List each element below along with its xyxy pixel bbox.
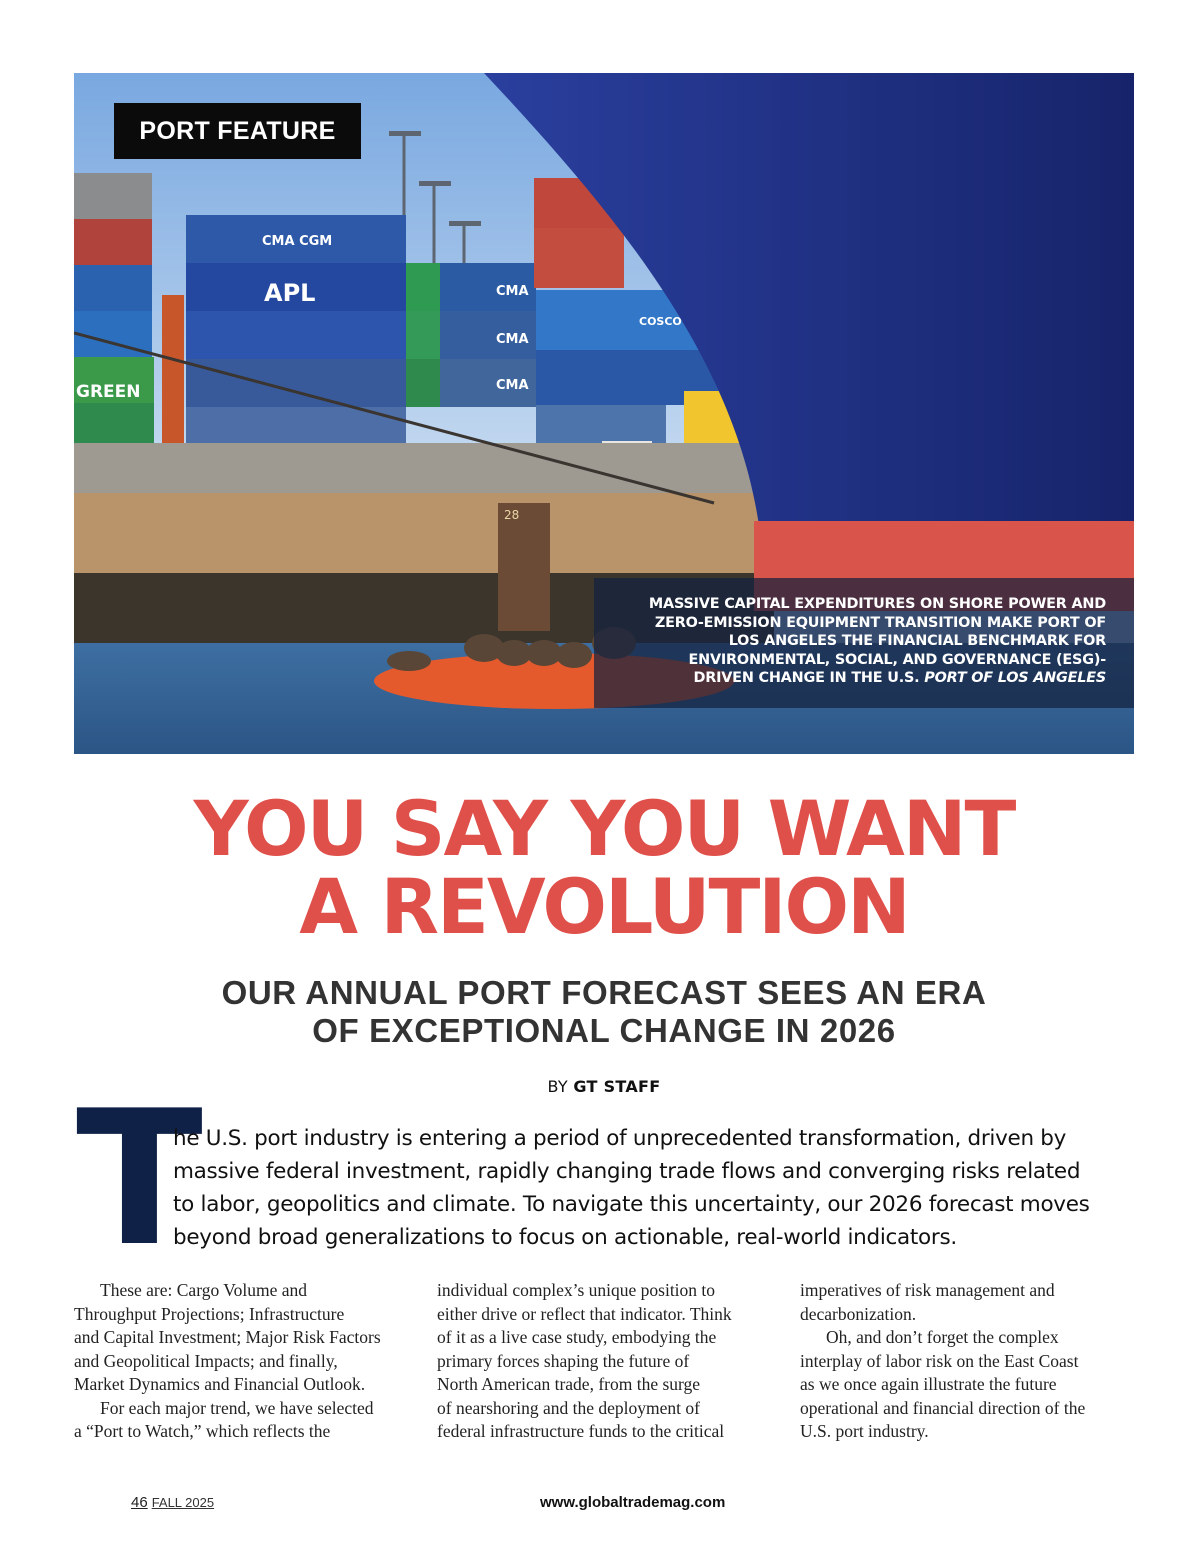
body-line: primary forces shaping the future of [437,1350,690,1371]
hero-photo [74,73,1134,754]
headline [74,784,1134,951]
dock-number-label: 28 [504,508,520,522]
body-paragraph [437,1279,770,1444]
body-line: of nearshoring and the deployment of [437,1397,700,1418]
body-line: North American trade, from the surge [437,1374,701,1394]
dock-wall [74,493,774,575]
website-url: www.globaltrademag.com [540,1494,726,1511]
lead-paragraph [173,1122,1135,1254]
drop-cap: T [76,1070,199,1287]
container-label: COSCO [639,315,682,328]
container-label: CMA [496,284,529,299]
container-label: GREEN [76,382,141,402]
body-line: and Capital Investment; Major Risk Factors [74,1327,381,1347]
body-line: either drive or reflect that indicator. Think [437,1303,732,1324]
dock-hatch [498,503,550,631]
lead-line: to labor, geopolitics and climate. To navigate this uncertainty, our 2026 forecast moves [173,1192,1090,1217]
body-line: and Geopolitical Impacts; and finally, [74,1350,338,1371]
body-line: as we once again illustrate the future [800,1374,1057,1394]
body-line: operational and financial direction of the [800,1397,1086,1418]
page-folio [131,1494,214,1511]
body-line: U.S. port industry. [800,1421,929,1441]
headline-line-2: A REVOLUTION [299,862,909,951]
body-column-1 [74,1279,407,1444]
container-label: CMA [496,378,529,393]
byline [74,1077,1134,1096]
body-line: interplay of labor risk on the East Coast [800,1350,1079,1371]
subheadline-line-1: OUR ANNUAL PORT FORECAST SEES AN ERA [221,974,987,1011]
issue-label: FALL 2025 [151,1495,215,1510]
body-line: Oh, and don’t forget the complex [826,1327,1059,1347]
body-line: of it as a live case study, embodying the [437,1327,717,1347]
body-line: Market Dynamics and Financial Outlook. [74,1374,366,1394]
page-number: 46 [131,1494,148,1511]
body-line: For each major trend, we have selected [100,1397,374,1418]
subheadline [74,974,1134,1050]
lead-line: massive federal investment, rapidly changing trade flows and converging risks related [173,1159,1081,1184]
byline-prefix: BY [547,1077,568,1096]
headline-line-1: YOU SAY YOU WANT [193,784,1015,873]
body-line: Throughput Projections; Infrastructure [74,1303,345,1324]
body-line: decarbonization. [800,1303,917,1324]
body-column-2 [437,1279,770,1444]
lead-line: he U.S. port industry is entering a period of unprecedented transformation, driven by [173,1126,1067,1151]
body-paragraph [74,1397,407,1444]
body-line: imperatives of risk management and [800,1280,1055,1300]
byline-author: GT STAFF [573,1077,661,1096]
lead-line: beyond broad generalizations to focus on actionable, real-world indicators. [173,1225,957,1250]
container-label: CMA [496,332,529,347]
body-line: These are: Cargo Volume and [100,1280,308,1300]
body-line: a “Port to Watch,” which reflects the [74,1421,331,1441]
section-tag: PORT FEATURE [114,103,361,159]
body-line: federal infrastructure funds to the critical [437,1421,725,1441]
subheadline-line-2: OF EXCEPTIONAL CHANGE IN 2026 [312,1012,896,1049]
body-column-3 [800,1279,1133,1444]
body-line: individual complex’s unique position to [437,1280,716,1300]
body-paragraph [800,1279,1133,1326]
photo-credit: PORT OF LOS ANGELES [924,670,1106,687]
photo-caption [636,595,1106,688]
body-paragraph [800,1326,1133,1444]
caption-text: MASSIVE CAPITAL EXPENDITURES ON SHORE POWER AND ZERO-EMISSION EQUIPMENT TRANSITION MAKE PORT OF LOS ANGELES THE FINANCIAL BENCHMARK FOR ENVIRONMENTAL, SOCIAL, AND GOVERNANCE (ESG)-DRIVEN CHANGE IN THE U.S. [648,596,1106,687]
body-paragraph [74,1279,407,1397]
container-label: CMA CGM [262,234,333,249]
container-label: APL [264,279,316,307]
